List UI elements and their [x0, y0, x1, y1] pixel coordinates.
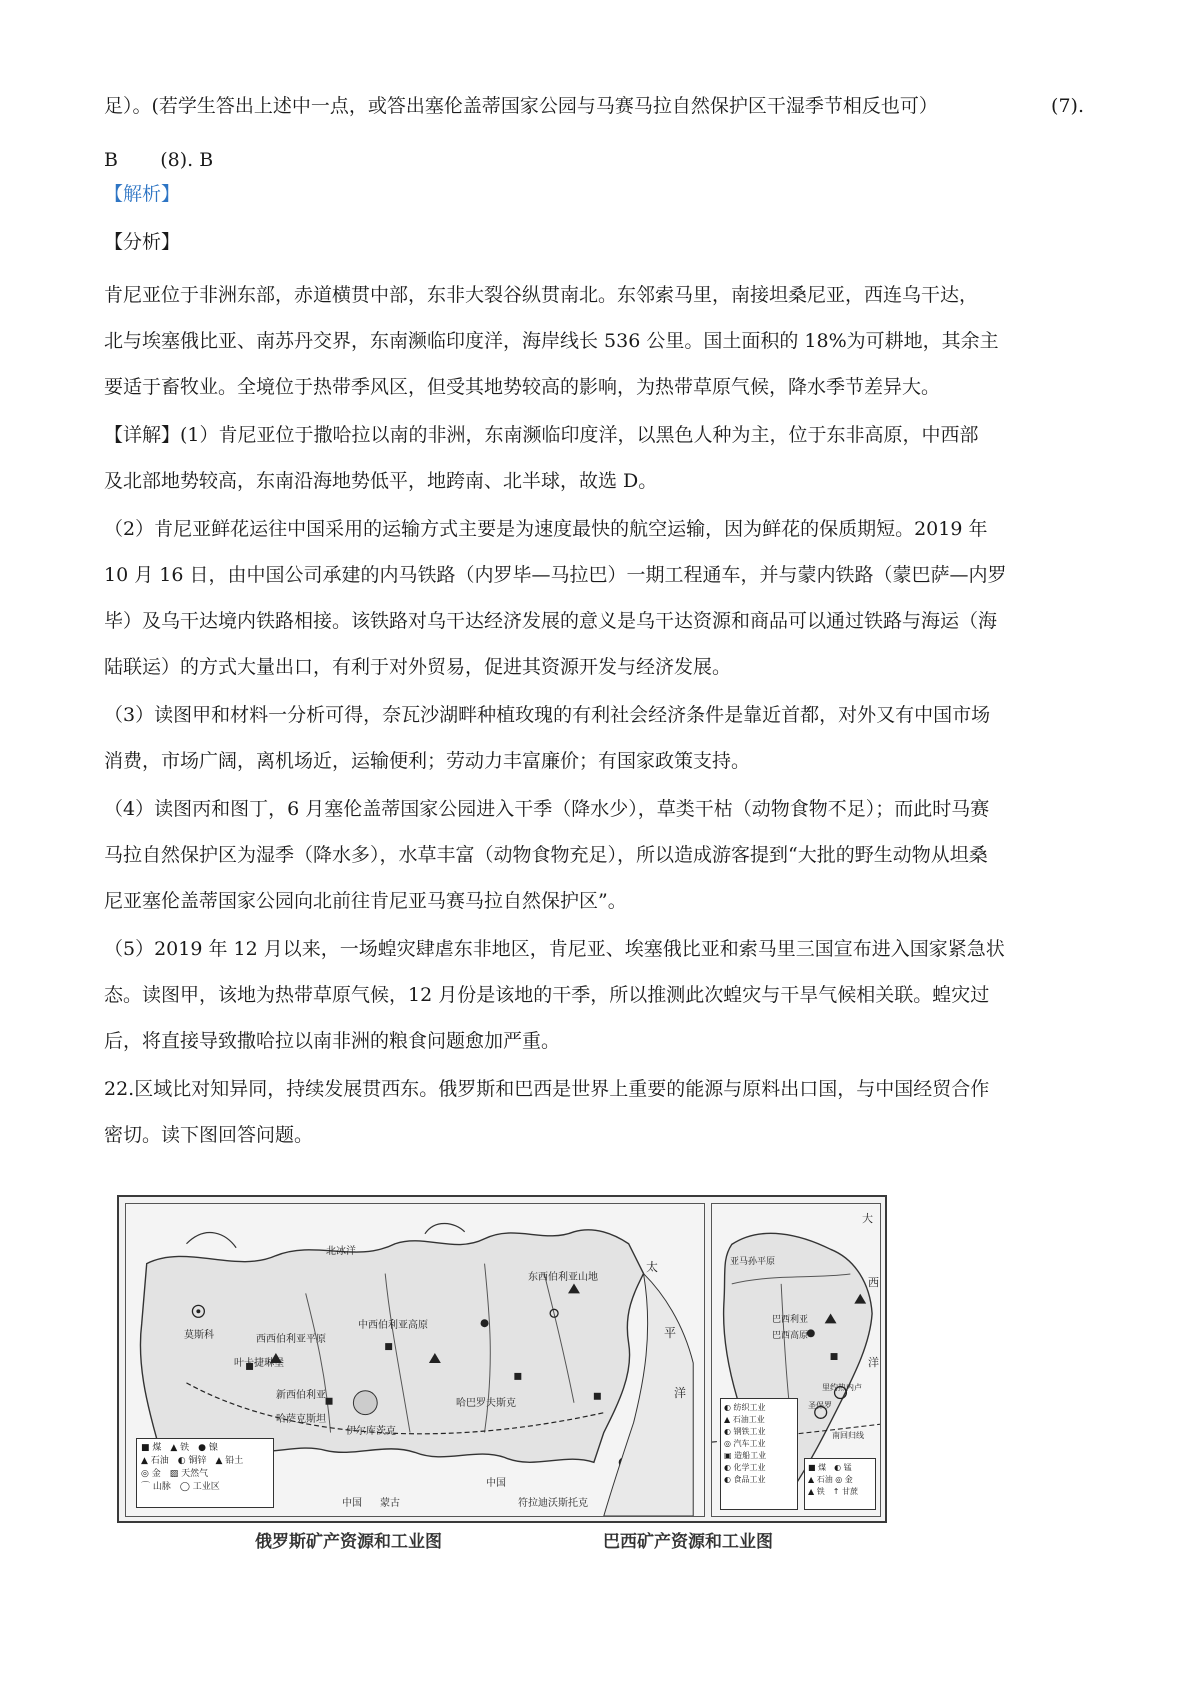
atlantic-ocean-label-1: 大: [862, 1212, 873, 1225]
pacific-ocean-label-1: 太: [646, 1260, 659, 1274]
answer-line-1: [104, 88, 1084, 125]
rio-label: 里约热内卢: [822, 1383, 862, 1392]
detail-4-line: （4）读图丙和图丁，6 月塞伦盖蒂国家公园进入干季（降水少），草类干枯（动物食物不足）；而此时马赛: [104, 798, 990, 820]
legend-row: ⌒ 山脉 ◯ 工业区: [141, 1482, 220, 1492]
detail-1-line: 【详解】(1）肯尼亚位于撒哈拉以南的非洲，东南濒临印度洋，以黑色人种为主，位于东非高原，中西部: [104, 424, 979, 446]
detail-4-paragraph: [104, 786, 1084, 924]
legend-row: ◎ 汽车工业: [724, 1439, 766, 1448]
china-label-west: 中国: [342, 1498, 362, 1509]
tropic-of-capricorn-label: 南回归线: [832, 1431, 864, 1440]
question-22-line: 密切。读下图回答问题。: [104, 1124, 314, 1146]
novosibirsk-label: 新西伯利亚: [276, 1390, 326, 1401]
brazil-resource-legend: [804, 1458, 876, 1510]
legend-row: ■ 煤 ▲ 铁 ● 镍: [141, 1443, 218, 1453]
legend-row: ◐ 钢铁工业: [724, 1427, 766, 1436]
pacific-ocean-label-3: 洋: [674, 1386, 687, 1400]
answer-line-2: B (8). B: [104, 149, 214, 171]
answer-continuation: [104, 88, 1084, 179]
sao-paulo-label: 圣保罗: [808, 1401, 832, 1410]
kazakhstan-label: 哈萨克斯坦: [276, 1414, 326, 1425]
detail-2-line: 10 月 16 日，由中国公司承建的内马铁路（内罗毕—马拉巴）一期工程通车，并与蒙内铁路（蒙巴萨—内罗: [104, 564, 1007, 586]
brazilian-plateau-label: 巴西高原: [772, 1331, 809, 1341]
legend-row: ◐ 化学工业: [724, 1463, 766, 1472]
russia-map-caption: 俄罗斯矿产资源和工业图: [255, 1532, 442, 1552]
analysis-line: 北与埃塞俄比亚、南苏丹交界，东南濒临印度洋，海岸线长 536 公里。国土面积的 18%为可耕地，其余主: [104, 330, 999, 352]
legend-row: ▲ 铁 ↑ 甘蔗: [808, 1487, 858, 1496]
khabarovsk-label: 哈巴罗夫斯克: [456, 1398, 516, 1409]
detail-3-line: （3）读图甲和材料一分析可得，奈瓦沙湖畔种植玫瑰的有利社会经济条件是靠近首都，对外又有中国市场: [104, 704, 991, 726]
detail-3-line: 消费，市场广阔，离机场近，运输便利；劳动力丰富廉价；有国家政策支持。: [104, 750, 751, 772]
vladivostok-label: 符拉迪沃斯托克: [518, 1498, 588, 1509]
answer-line-1-number: (7).: [1051, 95, 1084, 117]
detail-5-paragraph: [104, 926, 1084, 1064]
legend-row: ▣ 造船工业: [724, 1451, 767, 1460]
detail-4-line: 马拉自然保护区为湿季（降水多），水草丰富（动物食物充足），所以造成游客提到“大批的野生动物从坦桑: [104, 844, 988, 866]
answer-line-1-text: 足）。(若学生答出上述中一点，或答出塞伦盖蒂国家公园与马赛马拉自然保护区干湿季节相反也可）: [104, 95, 938, 117]
legend-row: ▲ 石油 ◐ 铜锌 ▲ 铅土: [141, 1456, 244, 1466]
detail-1-paragraph: [104, 412, 1084, 504]
detail-3-paragraph: [104, 692, 1084, 784]
brazil-industry-legend: [720, 1398, 798, 1510]
detail-5-line: 态。读图甲，该地为热带草原气候，12 月份是该地的干季，所以推测此次蝗灾与干旱气候相关联。蝗灾过: [104, 984, 990, 1006]
question-22-line: 22.区域比对知异同，持续发展贯西东。俄罗斯和巴西是世界上重要的能源与原料出口国，与中国经贸合作: [104, 1078, 990, 1100]
detail-2-paragraph: [104, 506, 1084, 690]
jiexi-heading: 【解析】: [104, 183, 181, 205]
russia-map-legend: [136, 1438, 274, 1508]
detail-2-line: 陆联运）的方式大量出口，有利于对外贸易，促进其资源开发与经济发展。: [104, 656, 732, 678]
detail-2-line: 毕）及乌干达境内铁路相接。该铁路对乌干达经济发展的意义是乌干达资源和商品可以通过铁路与海运（海: [104, 610, 998, 632]
legend-row: ◐ 食品工业: [724, 1475, 766, 1484]
atlantic-ocean-label-2: 西: [868, 1276, 879, 1289]
amazon-plain-label: 亚马孙平原: [730, 1257, 776, 1267]
legend-row: ■ 煤 ◐ 锰: [808, 1463, 852, 1472]
yekaterinburg-label: 叶卡捷琳堡: [234, 1358, 284, 1369]
analysis-line: 肯尼亚位于非洲东部，赤道横贯中部，东非大裂谷纵贯南北。东邻索马里，南接坦桑尼亚，西连乌干达，: [104, 284, 979, 306]
question-22-paragraph: [104, 1066, 1084, 1158]
analysis-line: 要适于畜牧业。全境位于热带季风区，但受其地势较高的影响，为热带草原气候，降水季节差异大。: [104, 376, 941, 398]
china-label: 中国: [486, 1478, 506, 1489]
west-siberian-plain-label: 西西伯利亚平原: [256, 1334, 326, 1345]
detail-2-line: （2）肯尼亚鲜花运往中国采用的运输方式主要是为速度最快的航空运输，因为鲜花的保质期短。2019 年: [104, 518, 988, 540]
irkutsk-label: 伊尔库茨克: [346, 1426, 396, 1437]
russia-map: [125, 1203, 705, 1517]
moscow-label: 莫斯科: [184, 1330, 214, 1341]
central-siberian-plateau-label: 中西伯利亚高原: [358, 1320, 428, 1331]
analysis-paragraph: [104, 272, 1084, 410]
map-figure: [117, 1195, 887, 1523]
mongolia-label: 蒙古: [380, 1498, 400, 1509]
east-siberian-mountains-label: 东西伯利亚山地: [528, 1272, 598, 1283]
brazil-map: [711, 1203, 881, 1517]
detail-5-line: 后，将直接导致撒哈拉以南非洲的粮食问题愈加严重。: [104, 1030, 561, 1052]
atlantic-ocean-label-3: 洋: [868, 1356, 879, 1369]
arctic-ocean-label: 北冰洋: [326, 1246, 356, 1257]
legend-row: ◐ 纺织工业: [724, 1403, 766, 1412]
brasilia-label: 巴西利亚: [772, 1315, 809, 1325]
legend-row: ▲ 石油工业: [724, 1415, 765, 1424]
legend-row: ◎ 金 ▨ 天然气: [141, 1469, 209, 1479]
pacific-ocean-label-2: 平: [664, 1326, 677, 1340]
detail-5-line: （5）2019 年 12 月以来，一场蝗灾肆虐东非地区，肯尼亚、埃塞俄比亚和索马里三国宣布进入国家紧急状: [104, 938, 1005, 960]
detail-1-line: 及北部地势较高，东南沿海地势低平，地跨南、北半球，故选 D。: [104, 470, 658, 492]
detail-4-line: 尼亚塞伦盖蒂国家公园向北前往肯尼亚马赛马拉自然保护区”。: [104, 890, 627, 912]
brazil-map-caption: 巴西矿产资源和工业图: [603, 1532, 773, 1552]
fenxi-heading: 【分析】: [104, 231, 181, 253]
legend-row: ▲ 石油 ◎ 金: [808, 1475, 853, 1484]
